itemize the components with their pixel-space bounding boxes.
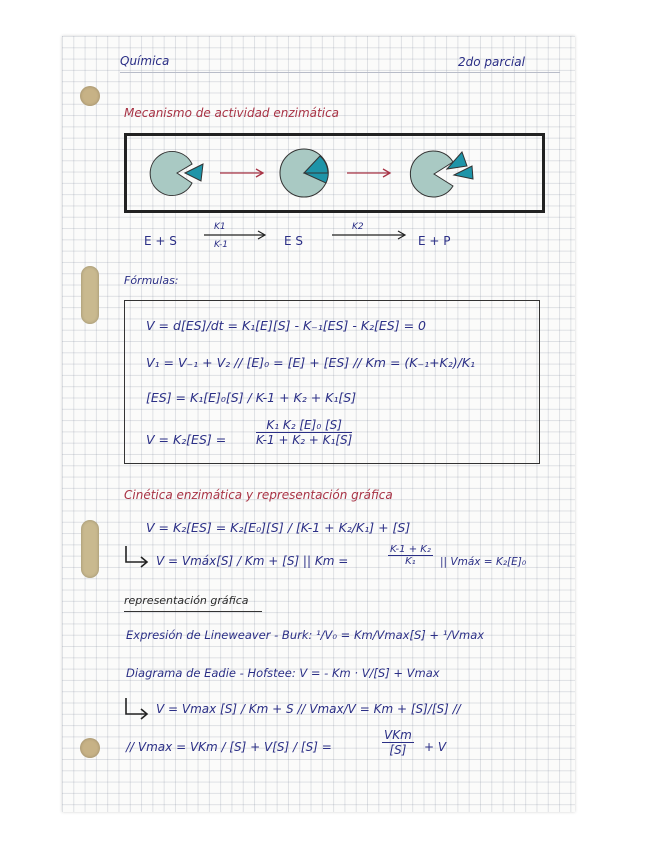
- reaction-e-plus-s: E + S: [144, 234, 177, 248]
- fraction-numerator: K₁ K₂ [E]₀ [S]: [256, 418, 352, 433]
- formula-rate: V = d[ES]/dt = K₁[E][S] - K₋₁[ES] - K₂[ES] = 0: [146, 318, 426, 333]
- binder-slot: [81, 266, 99, 324]
- formulas-label: Fórmulas:: [124, 274, 179, 287]
- plus-v: + V: [424, 740, 447, 754]
- rate-k1: K1: [214, 222, 226, 232]
- michaelis-menten-equation: V = Vmáx[S] / Km + [S] || Km =: [156, 554, 349, 568]
- enzyme-substrate-complex-icon: [280, 149, 328, 197]
- section-title: Cinética enzimática y representación gráfica: [124, 488, 393, 502]
- formula-equilibrium: V₁ = V₋₁ + V₂ // [E]₀ = [E] + [ES] // Km = (K₋₁+K₂)/K₁: [146, 355, 476, 370]
- fraction-denominator: [S]: [389, 743, 407, 757]
- section-title: Mecanismo de actividad enzimática: [124, 106, 340, 120]
- binder-hole: [80, 86, 100, 106]
- rate-k-minus1: K-1: [214, 240, 228, 250]
- lineweaver-burk-equation: Expresión de Lineweaver - Burk: ¹/V₀ = Km/Vmax[S] + ¹/Vmax: [126, 628, 485, 642]
- fraction-numerator: K-1 + K₂: [390, 544, 431, 555]
- reaction-e-plus-p: E + P: [418, 234, 451, 248]
- enzyme-with-substrate-icon: [150, 152, 203, 196]
- eadie-hofstee-equation: Diagrama de Eadie - Hofstee: V = - Km · V/[S] + Vmax: [126, 666, 440, 680]
- header-exam: 2do parcial: [458, 55, 525, 69]
- implies-arrow-icon: [122, 544, 152, 568]
- binder-hole: [80, 738, 100, 758]
- vkm-fraction: [382, 728, 414, 757]
- header-rule: [120, 72, 560, 73]
- enzyme-illustration: [127, 136, 542, 210]
- title-underline: [124, 611, 262, 612]
- kinetics-equation: V = K₂[ES] = K₂[E₀][S] / [K-1 + K₂/K₁] + [S]: [146, 520, 411, 535]
- reaction-es: E S: [284, 234, 304, 248]
- formula-es-concentration: [ES] = K₁[E]₀[S] / K-1 + K₂ + K₁[S]: [146, 390, 357, 405]
- vmax-definition: || Vmáx = K₂[E]₀: [440, 556, 527, 568]
- equilibrium-arrow-icon: [202, 230, 268, 240]
- formula-velocity-lhs: V = K₂[ES] =: [146, 432, 227, 447]
- vmax-expansion: // Vmax = VKm / [S] + V[S] / [S] =: [126, 740, 332, 754]
- fraction-numerator: VKm: [384, 728, 412, 742]
- formula-velocity-fraction: [256, 418, 352, 447]
- header-subject: Química: [120, 54, 170, 68]
- arrow-icon: [347, 169, 390, 177]
- arrow-icon: [330, 230, 408, 240]
- binder-slot: [81, 520, 99, 578]
- notebook-page: [62, 36, 575, 812]
- section-title: representación gráfica: [124, 594, 249, 607]
- implies-arrow-icon: [122, 696, 152, 720]
- enzyme-products-icon: [410, 151, 473, 197]
- enzyme-mechanism-diagram: [124, 133, 545, 213]
- fraction-denominator: K₁: [405, 556, 416, 567]
- rate-k2: K2: [352, 222, 364, 232]
- fraction-denominator: K-1 + K₂ + K₁[S]: [256, 433, 353, 447]
- arrow-icon: [220, 169, 263, 177]
- vmax-derivation: V = Vmax [S] / Km + S // Vmax/V = Km + [S]/[S] //: [156, 702, 461, 716]
- km-fraction: [388, 544, 433, 567]
